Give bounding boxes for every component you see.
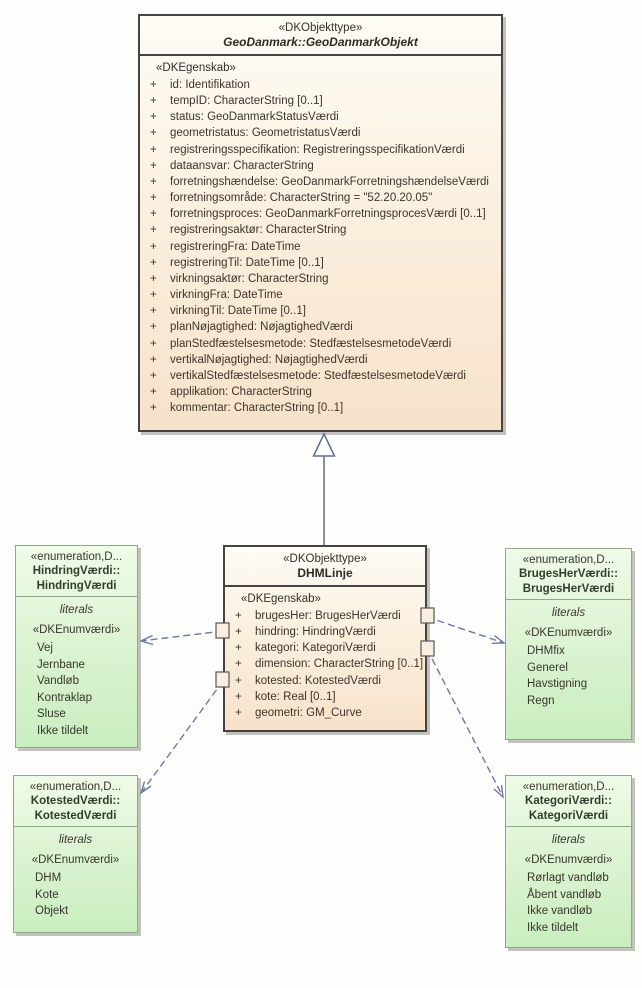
visibility-marker: + [150,353,157,366]
enum-value-list [506,869,631,936]
enum-stereotype: «enumeration,D... [522,781,615,793]
enum-value-stereotype: «DKEnumværdi» [32,624,121,636]
enum-literal: Åbent vandløb [527,888,602,901]
visibility-marker: + [150,321,157,334]
dependency-hindring-connector [141,631,223,645]
attribute-row [146,174,497,190]
visibility-marker: + [235,658,242,671]
attribute-list [231,608,424,721]
attribute-row [146,239,497,255]
visibility-marker: + [150,79,157,91]
attribute-text: geometri: GM_Curve [255,706,362,719]
attribute-text: tempID: CharacterString [0..1] [170,95,323,108]
attribute-row [231,624,421,640]
dependency-kategori-connector [427,649,503,797]
visibility-marker: + [235,642,242,655]
class-header [140,16,501,56]
attribute-row [146,142,497,158]
attribute-row [146,125,497,141]
visibility-marker: + [235,674,242,687]
attribute-row [231,673,421,689]
enum-title: BrugesHerVærdi:: [518,568,619,580]
enum-header [506,549,631,600]
enum-brugeshervaerdi[interactable] [505,548,632,740]
visibility-marker: + [150,111,157,124]
enum-literal: Ikke tildelt [527,921,579,934]
enum-title: KotestedVærdi:: [30,795,121,807]
class-dhmlinje[interactable] [223,545,427,732]
attribute-row [231,656,424,672]
class-header [225,547,425,587]
enum-literal: Vej [37,642,53,654]
attribute-text: kommentar: CharacterString [0..1] [170,402,344,415]
attribute-row [231,689,421,705]
enum-stereotype: «enumeration,D... [30,551,123,563]
enum-literal: Generel [527,661,568,674]
visibility-marker: + [150,240,157,253]
enum-literal: Ikke tildelt [37,724,89,737]
enum-literals-compartment [506,827,631,938]
attribute-row [231,608,421,624]
enum-literal: Sluse [37,708,66,720]
enum-literal: Objekt [35,905,69,917]
attribute-text: forretningsområde: CharacterString = "52.20.20.05" [170,192,433,205]
enum-literals-compartment [506,600,631,711]
attribute-text: virkningTil: DateTime [0..1] [170,305,306,318]
visibility-marker: + [150,159,157,172]
attribute-row [231,640,421,656]
attribute-row [146,109,497,125]
attribute-list [146,77,497,416]
enum-title: KotestedVærdi [34,809,117,822]
attribute-text: kotested: KotestedVærdi [255,674,381,687]
enum-title: HindringVærdi:: [32,565,121,577]
literals-label: literals [58,834,93,846]
enum-stereotype: «enumeration,D... [29,781,122,793]
enum-literal: Kontraklap [37,691,92,704]
enum-title: BrugesHerVærdi [522,582,615,595]
enum-value-stereotype: «DKEnumværdi» [31,854,120,866]
enum-literal: Vandløb [37,675,79,687]
enum-kotestedvaerdi[interactable] [13,775,138,933]
attribute-section-label: «DKEgenskab» [241,593,321,605]
dependency-kotested-connector [141,681,223,793]
attribute-text: virkningsaktør: CharacterString [170,272,329,285]
generalization-arrowhead-icon [314,434,335,456]
attribute-row [146,222,497,238]
visibility-marker: + [235,626,242,639]
enum-literal: Rørlagt vandløb [527,872,609,884]
enum-literal: Regn [527,694,555,707]
enum-kategorivaerdi[interactable] [505,775,632,948]
enum-literal: DHMfix [527,645,565,657]
enum-header [506,776,631,827]
attribute-row [146,287,497,303]
attribute-row [146,77,497,93]
attribute-text: registreringTil: DateTime [0..1] [170,256,324,269]
attribute-row [146,368,497,384]
enum-literal: Havstigning [527,678,588,690]
dependency-arrowhead-icon [141,636,153,645]
enum-value-list [506,642,631,709]
dependency-arrowhead-icon [141,782,151,794]
attribute-row [146,255,497,271]
attribute-section-label: «DKEgenskab» [156,62,236,74]
attribute-text: vertikalStedfæstelsesmetode: StedfæstelsesmetodeVærdi [170,369,466,382]
attribute-row [146,400,497,416]
attribute-text: registreringsspecifikation: RegistreringsspecifikationVærdi [170,143,465,156]
dependency-arrowhead-icon [494,785,503,797]
class-geodanmarkobjekt[interactable] [138,14,503,432]
attribute-text: brugesHer: BrugesHerVærdi [255,610,401,622]
attribute-text: vertikalNøjagtighed: NøjagtighedVærdi [170,353,368,366]
attribute-row [146,384,497,400]
visibility-marker: + [150,289,157,302]
visibility-marker: + [150,192,157,205]
enum-title: HindringVærdi [36,579,117,592]
attribute-text: planStedfæstelsesmetode: StedfæstelsesmetodeVærdi [170,337,452,350]
attribute-text: registreringsaktør: CharacterString [170,224,347,237]
enum-literal: DHM [35,872,62,884]
attribute-row [146,319,497,335]
visibility-marker: + [150,127,157,140]
attribute-text: forretningshændelse: GeoDanmarkForretningshændelseVærdi [170,175,489,188]
attribute-text: kategori: KategoriVærdi [255,642,376,655]
attribute-text: applikation: CharacterString [170,385,312,398]
enum-literal: Kote [35,888,59,901]
attribute-text: kote: Real [0..1] [255,690,336,703]
visibility-marker: + [150,143,157,156]
enum-value-list [14,869,137,920]
enum-literals-compartment [16,597,137,741]
enum-header [14,776,137,827]
enum-title: KategoriVærdi [528,809,609,822]
class-attribute-compartment [140,56,501,420]
visibility-marker: + [150,369,157,382]
class-title: DHMLinje [297,566,353,580]
attribute-row [146,158,497,174]
attribute-text: id: Identifikation [170,79,250,91]
attribute-text: geometristatus: GeometristatusVærdi [170,127,361,140]
visibility-marker: + [235,706,242,719]
visibility-marker: + [235,690,242,703]
attribute-text: status: GeoDanmarkStatusVærdi [170,111,339,124]
attribute-row [231,705,421,721]
literals-label: literals [551,834,586,846]
literals-label: literals [551,607,586,619]
literals-label: literals [59,604,94,616]
class-stereotype: «DKObjekttype» [283,553,367,565]
attribute-text: dimension: CharacterString [0..1] [255,658,424,671]
visibility-marker: + [150,305,157,318]
enum-header [16,546,137,597]
attribute-row [146,336,497,352]
attribute-text: registreringFra: DateTime [170,240,301,253]
visibility-marker: + [150,272,157,285]
visibility-marker: + [150,256,157,269]
generalization-connector [314,434,335,545]
dependency-arrowhead-icon [492,636,504,644]
attribute-row [146,303,497,319]
attribute-row [146,271,497,287]
attribute-row [146,206,497,222]
visibility-marker: + [150,95,157,108]
class-title: GeoDanmark::GeoDanmarkObjekt [223,35,418,49]
enum-literal: Ikke vandløb [527,905,593,917]
attribute-text: dataansvar: CharacterString [170,159,314,172]
visibility-marker: + [150,175,157,188]
attribute-row [146,190,497,206]
visibility-marker: + [235,610,242,622]
attribute-text: hindring: HindringVærdi [255,626,376,639]
enum-value-stereotype: «DKEnumværdi» [524,854,613,866]
enum-value-list [16,639,137,739]
attribute-text: virkningFra: DateTime [170,289,283,302]
class-attribute-compartment [225,587,425,725]
enum-literals-compartment [14,827,137,922]
attribute-text: forretningsproces: GeoDanmarkForretningsprocesVærdi [0..1] [170,208,486,221]
enum-literal: Jernbane [37,658,85,671]
enum-title: KategoriVærdi:: [525,795,612,807]
visibility-marker: + [150,337,157,350]
enum-value-stereotype: «DKEnumværdi» [524,627,613,639]
visibility-marker: + [150,224,157,237]
visibility-marker: + [150,208,157,221]
visibility-marker: + [150,402,157,415]
visibility-marker: + [150,385,157,398]
attribute-row [146,93,497,109]
class-stereotype: «DKObjekttype» [278,22,363,34]
dependency-brugesher-connector [427,617,504,643]
attribute-text: planNøjagtighed: NøjagtighedVærdi [170,321,353,334]
enum-hindringvaerdi[interactable] [15,545,138,748]
enum-stereotype: «enumeration,D... [522,554,615,566]
attribute-row [146,352,497,368]
